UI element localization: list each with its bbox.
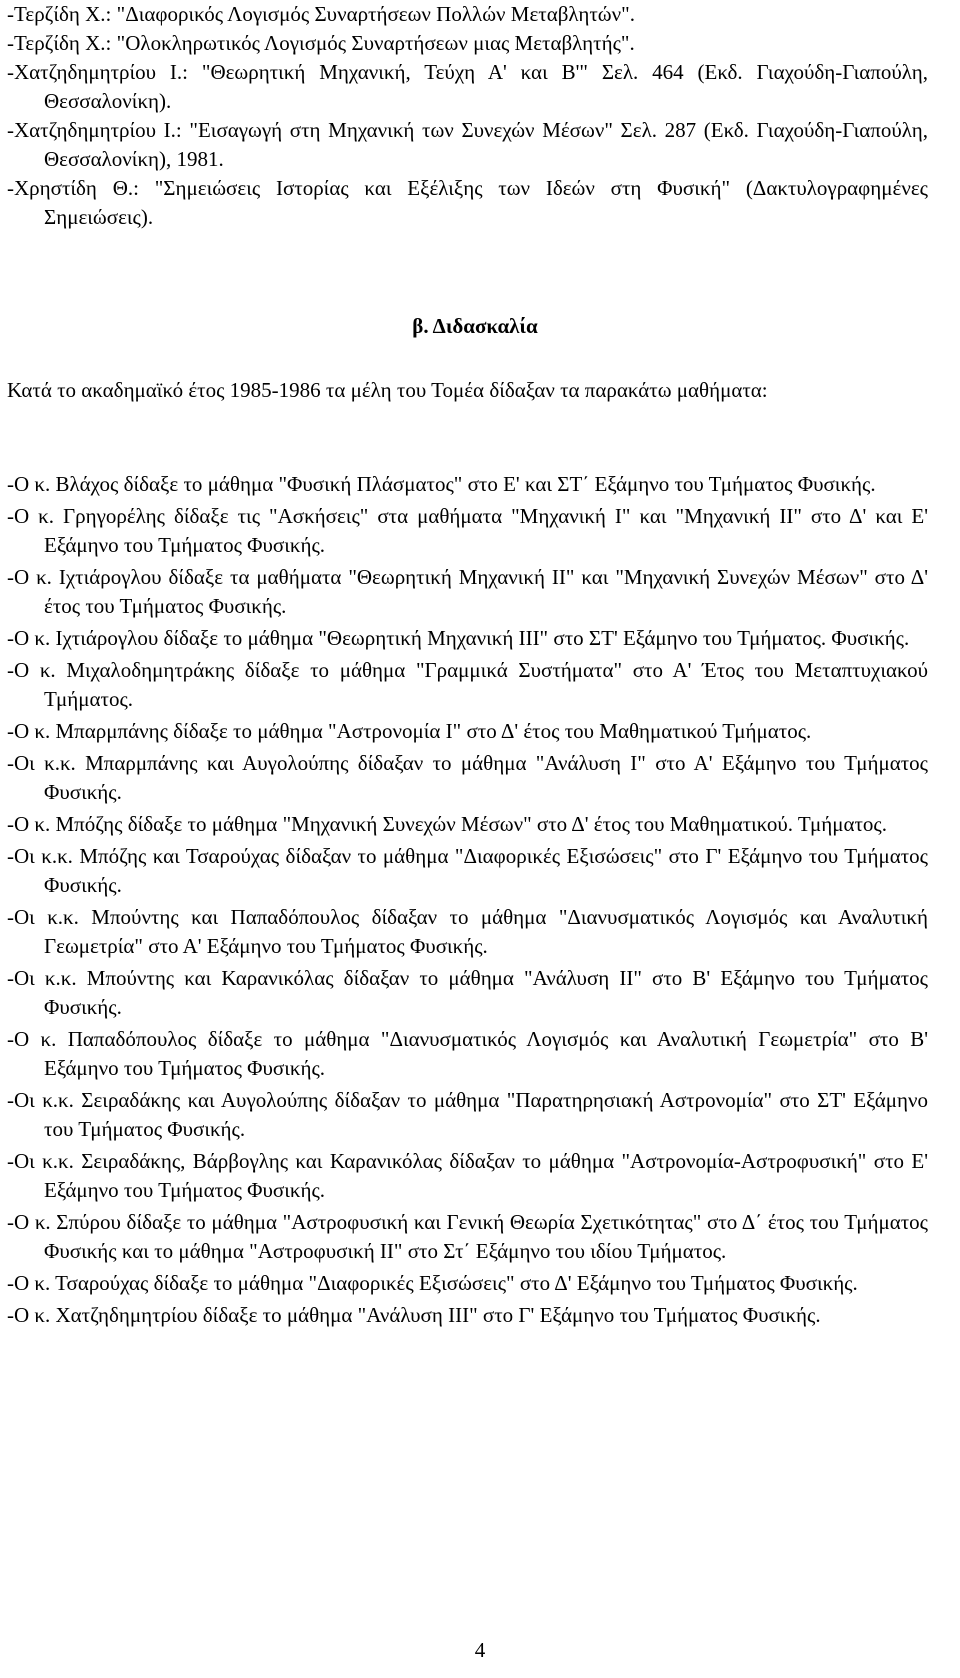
teaching-item: -Ο κ. Χατζηδημητρίου δίδαξε το μάθημα "Ανάλυση ΙΙΙ" στο Γ' Εξάμηνο του Τμήματος Φυσικής. xyxy=(7,1303,821,1327)
teaching-list xyxy=(7,470,928,1333)
teaching-item: -Οι κ.κ. Μπούντης και Παπαδόπουλος δίδαξαν το μάθημα "Διανυσματικός Λογισμός και Αναλυτική Γεωμετρία" στο Α' Εξάμηνο του Τμήματος Φυσικής. xyxy=(7,905,928,958)
reference-item: -Χατζηδημητρίου Ι.: "Εισαγωγή στη Μηχανική των Συνεχών Μέσων" Σελ. 287 (Εκδ. Γιαχούδη-Γιαπούλη, Θεσσαλονίκη), 1981. xyxy=(7,118,928,171)
teaching-item: -Ο κ. Τσαρούχας δίδαξε το μάθημα "Διαφορικές Εξισώσεις" στο Δ' Εξάμηνο του Τμήματος Φυσικής. xyxy=(7,1271,858,1295)
teaching-item: -Ο κ. Βλάχος δίδαξε το μάθημα "Φυσική Πλάσματος" στο Ε' και ΣΤ΄ Εξάμηνο του Τμήματος Φυσικής. xyxy=(7,472,876,496)
teaching-item: -Οι κ.κ. Σειραδάκης, Βάρβογλης και Καρανικόλας δίδαξαν το μάθημα "Αστρονομία-Αστροφυσική" στο Ε' Εξάμηνο του Τμήματος Φυσικής. xyxy=(7,1149,928,1202)
section-intro: Κατά το ακαδημαϊκό έτος 1985-1986 τα μέλη του Τομέα δίδαξαν τα παρακάτω μαθήματα: xyxy=(7,378,768,402)
reference-item: -Τερζίδη Χ.: "Διαφορικός Λογισμός Συναρτήσεων Πολλών Μεταβλητών". xyxy=(7,2,635,26)
teaching-item: -Ο κ. Γρηγορέλης δίδαξε τις "Ασκήσεις" στα μαθήματα "Μηχανική Ι" και "Μηχανική ΙΙ" στο Δ' και Ε' Εξάμηνο του Τμήματος Φυσικής. xyxy=(7,504,928,557)
reference-item: -Τερζίδη Χ.: "Ολοκληρωτικός Λογισμός Συναρτήσεων μιας Μεταβλητής". xyxy=(7,31,635,55)
section-heading: β. Διδασκαλία xyxy=(412,314,538,338)
teaching-item: -Οι κ.κ. Μπόζης και Τσαρούχας δίδαξαν το μάθημα "Διαφορικές Εξισώσεις" στο Γ' Εξάμηνο του Τμήματος Φυσικής. xyxy=(7,844,928,897)
teaching-item: -Ο κ. Μπαρμπάνης δίδαξε το μάθημα "Αστρονομία Ι" στο Δ' έτος του Μαθηματικού Τμήματος. xyxy=(7,719,812,743)
teaching-item: -Ο κ. Ιχτιάρογλου δίδαξε τα μαθήματα "Θεωρητική Μηχανική ΙΙ" και "Μηχανική Συνεχών Μέσων" στο Δ' έτος του Τμήματος Φυσικής. xyxy=(7,565,928,618)
teaching-item: -Οι κ.κ. Μπούντης και Καρανικόλας δίδαξαν το μάθημα "Ανάλυση ΙΙ" στο Β' Εξάμηνο του Τμήματος Φυσικής. xyxy=(7,966,928,1019)
teaching-item: -Ο κ. Ιχτιάρογλου δίδαξε το μάθημα "Θεωρητική Μηχανική ΙΙΙ" στο ΣΤ' Εξάμηνο του Τμήματος. Φυσικής. xyxy=(7,626,910,650)
teaching-item: -Ο κ. Σπύρου δίδαξε το μάθημα "Αστροφυσική και Γενική Θεωρία Σχετικότητας" στο Δ΄ έτος του Τμήματος Φυσικής και το μάθημα "Αστροφυσική ΙΙ" στο Στ΄ Εξάμηνο του ιδίου Τμήματος. xyxy=(7,1210,928,1263)
teaching-item: -Οι κ.κ. Μπαρμπάνης και Αυγολούπης δίδαξαν το μάθημα "Ανάλυση Ι" στο Α' Εξάμηνο του Τμήματος Φυσικής. xyxy=(7,751,928,804)
teaching-item: -Οι κ.κ. Σειραδάκης και Αυγολούπης δίδαξαν το μάθημα "Παρατηρησιακή Αστρονομία" στο ΣΤ' Εξάμηνο του Τμήματος Φυσικής. xyxy=(7,1088,928,1141)
teaching-item: -Ο κ. Μπόζης δίδαξε το μάθημα "Μηχανική Συνεχών Μέσων" στο Δ' έτος του Μαθηματικού. Τμήματος. xyxy=(7,812,887,836)
teaching-item: -Ο κ. Παπαδόπουλος δίδαξε το μάθημα "Διανυσματικός Λογισμός και Αναλυτική Γεωμετρία" στο Β' Εξάμηνο του Τμήματος Φυσικής. xyxy=(7,1027,928,1080)
teaching-item: -Ο κ. Μιχαλοδημητράκης δίδαξε το μάθημα "Γραμμικά Συστήματα" στο Α' Έτος του Μεταπτυχιακού Τμήματος. xyxy=(7,658,928,711)
page-number: 4 xyxy=(474,1638,486,1662)
reference-list xyxy=(7,0,928,232)
reference-item: -Χατζηδημητρίου Ι.: "Θεωρητική Μηχανική, Τεύχη Α' και Β'" Σελ. 464 (Εκδ. Γιαχούδη-Γιαπούλη, Θεσσαλονίκη). xyxy=(7,60,928,113)
reference-item: -Χρηστίδη Θ.: "Σημειώσεις Ιστορίας και Εξέλιξης των Ιδεών στη Φυσική" (Δακτυλογραφημένες Σημειώσεις). xyxy=(7,176,928,229)
